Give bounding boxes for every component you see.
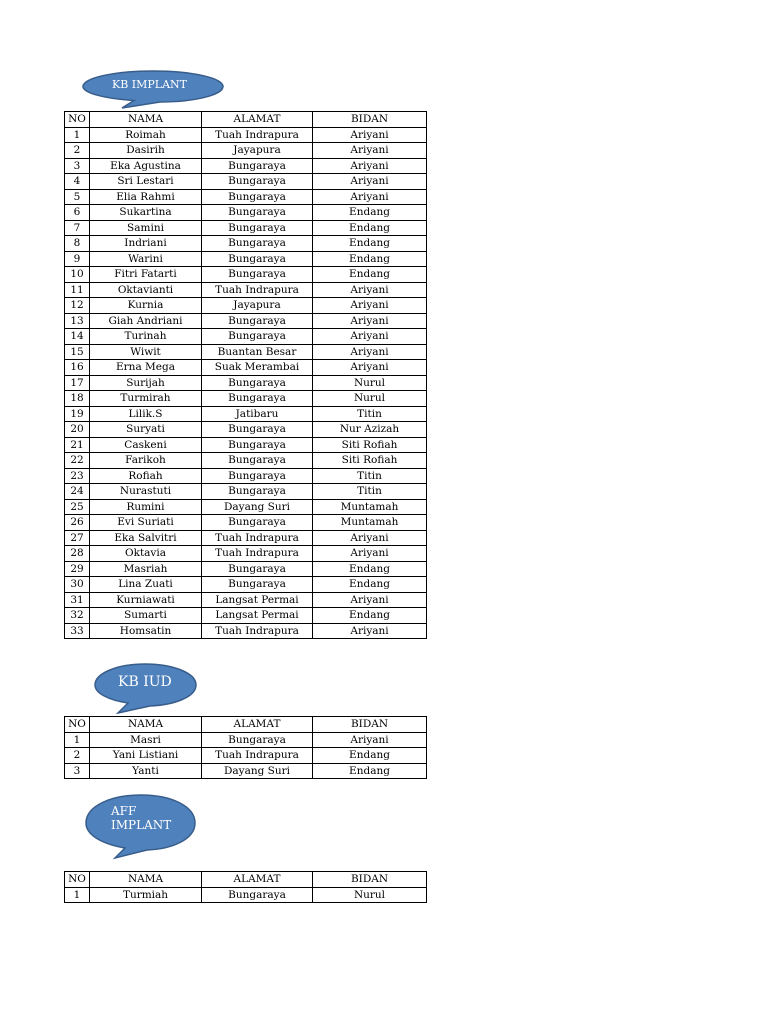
cell-alamat: Bungaraya <box>202 174 313 190</box>
cell-alamat: Bungaraya <box>202 453 313 469</box>
table-row <box>65 220 427 236</box>
cell-no: 19 <box>65 406 90 422</box>
table-row <box>65 267 427 283</box>
col-header-nama: NAMA <box>90 872 202 888</box>
cell-bidan: Ariyani <box>313 592 427 608</box>
cell-alamat: Bungaraya <box>202 468 313 484</box>
table-row <box>65 158 427 174</box>
cell-nama: Surijah <box>90 375 202 391</box>
cell-alamat: Jayapura <box>202 143 313 159</box>
kb-implant-label: KB IMPLANT <box>112 78 188 91</box>
cell-bidan: Ariyani <box>313 623 427 639</box>
cell-bidan: Ariyani <box>313 282 427 298</box>
cell-nama: Nurastuti <box>90 484 202 500</box>
cell-bidan: Ariyani <box>313 158 427 174</box>
cell-alamat: Bungaraya <box>202 236 313 252</box>
col-header-alamat: ALAMAT <box>202 717 313 733</box>
cell-nama: Wiwit <box>90 344 202 360</box>
col-header-nama: NAMA <box>90 717 202 733</box>
cell-bidan: Ariyani <box>313 546 427 562</box>
col-header-no: NO <box>65 717 90 733</box>
cell-bidan: Nurul <box>313 391 427 407</box>
cell-nama: Rofiah <box>90 468 202 484</box>
cell-alamat: Tuah Indrapura <box>202 530 313 546</box>
cell-nama: Giah Andriani <box>90 313 202 329</box>
cell-alamat: Bungaraya <box>202 205 313 221</box>
cell-no: 20 <box>65 422 90 438</box>
table-row <box>65 127 427 143</box>
table-row <box>65 189 427 205</box>
table-row <box>65 313 427 329</box>
cell-alamat: Dayang Suri <box>202 763 313 779</box>
cell-alamat: Tuah Indrapura <box>202 623 313 639</box>
table-row <box>65 515 427 531</box>
cell-bidan: Siti Rofiah <box>313 437 427 453</box>
cell-no: 1 <box>65 732 90 748</box>
cell-no: 4 <box>65 174 90 190</box>
cell-nama: Dasirih <box>90 143 202 159</box>
cell-nama: Roimah <box>90 127 202 143</box>
table-row <box>65 748 427 764</box>
cell-no: 32 <box>65 608 90 624</box>
cell-nama: Lilik.S <box>90 406 202 422</box>
cell-bidan: Endang <box>313 577 427 593</box>
table-row <box>65 360 427 376</box>
cell-no: 30 <box>65 577 90 593</box>
table-row <box>65 236 427 252</box>
aff-implant-label: AFF IMPLANT <box>111 804 172 832</box>
cell-no: 24 <box>65 484 90 500</box>
table-row <box>65 608 427 624</box>
cell-bidan: Endang <box>313 561 427 577</box>
table-row <box>65 468 427 484</box>
table-row <box>65 577 427 593</box>
cell-nama: Sukartina <box>90 205 202 221</box>
col-header-no: NO <box>65 112 90 128</box>
cell-nama: Yanti <box>90 763 202 779</box>
table-row <box>65 422 427 438</box>
cell-bidan: Ariyani <box>313 329 427 345</box>
cell-bidan: Endang <box>313 748 427 764</box>
cell-alamat: Tuah Indrapura <box>202 127 313 143</box>
table-row <box>65 437 427 453</box>
cell-nama: Eka Agustina <box>90 158 202 174</box>
cell-bidan: Ariyani <box>313 344 427 360</box>
col-header-alamat: ALAMAT <box>202 872 313 888</box>
cell-bidan: Endang <box>313 608 427 624</box>
table-row <box>65 592 427 608</box>
table-header-row <box>65 112 427 128</box>
kb-implant-callout <box>82 70 224 106</box>
cell-alamat: Bungaraya <box>202 220 313 236</box>
cell-alamat: Bungaraya <box>202 577 313 593</box>
cell-alamat: Bungaraya <box>202 189 313 205</box>
cell-nama: Yani Listiani <box>90 748 202 764</box>
cell-bidan: Ariyani <box>313 189 427 205</box>
cell-no: 12 <box>65 298 90 314</box>
cell-alamat: Jatibaru <box>202 406 313 422</box>
table-row <box>65 732 427 748</box>
kb-iud-callout <box>94 663 198 715</box>
cell-bidan: Ariyani <box>313 732 427 748</box>
cell-bidan: Muntamah <box>313 515 427 531</box>
cell-nama: Erna Mega <box>90 360 202 376</box>
cell-nama: Suryati <box>90 422 202 438</box>
cell-no: 31 <box>65 592 90 608</box>
cell-bidan: Siti Rofiah <box>313 453 427 469</box>
cell-no: 3 <box>65 763 90 779</box>
cell-nama: Caskeni <box>90 437 202 453</box>
cell-nama: Masriah <box>90 561 202 577</box>
cell-no: 7 <box>65 220 90 236</box>
cell-alamat: Bungaraya <box>202 375 313 391</box>
cell-nama: Oktavianti <box>90 282 202 298</box>
cell-nama: Sri Lestari <box>90 174 202 190</box>
cell-bidan: Ariyani <box>313 530 427 546</box>
cell-nama: Sumarti <box>90 608 202 624</box>
cell-nama: Masri <box>90 732 202 748</box>
table-header-row <box>65 872 427 888</box>
cell-no: 28 <box>65 546 90 562</box>
cell-bidan: Ariyani <box>313 174 427 190</box>
cell-no: 2 <box>65 143 90 159</box>
cell-no: 10 <box>65 267 90 283</box>
cell-nama: Turinah <box>90 329 202 345</box>
cell-nama: Indriani <box>90 236 202 252</box>
cell-alamat: Buantan Besar <box>202 344 313 360</box>
cell-nama: Lina Zuati <box>90 577 202 593</box>
cell-alamat: Bungaraya <box>202 515 313 531</box>
cell-alamat: Bungaraya <box>202 267 313 283</box>
cell-bidan: Titin <box>313 484 427 500</box>
cell-alamat: Jayapura <box>202 298 313 314</box>
kb-implant-table <box>64 111 427 639</box>
cell-no: 14 <box>65 329 90 345</box>
cell-alamat: Bungaraya <box>202 158 313 174</box>
cell-bidan: Nurul <box>313 887 427 903</box>
table-row <box>65 344 427 360</box>
table-row <box>65 623 427 639</box>
col-header-bidan: BIDAN <box>313 717 427 733</box>
cell-no: 29 <box>65 561 90 577</box>
cell-alamat: Langsat Permai <box>202 608 313 624</box>
cell-alamat: Bungaraya <box>202 251 313 267</box>
cell-no: 1 <box>65 127 90 143</box>
cell-no: 23 <box>65 468 90 484</box>
cell-alamat: Bungaraya <box>202 732 313 748</box>
cell-bidan: Endang <box>313 236 427 252</box>
table-row <box>65 329 427 345</box>
cell-alamat: Langsat Permai <box>202 592 313 608</box>
table-row <box>65 887 427 903</box>
col-header-alamat: ALAMAT <box>202 112 313 128</box>
col-header-bidan: BIDAN <box>313 872 427 888</box>
table-row <box>65 453 427 469</box>
cell-no: 21 <box>65 437 90 453</box>
cell-no: 11 <box>65 282 90 298</box>
cell-nama: Turmiah <box>90 887 202 903</box>
table-row <box>65 561 427 577</box>
cell-nama: Rumini <box>90 499 202 515</box>
cell-alamat: Bungaraya <box>202 313 313 329</box>
cell-bidan: Ariyani <box>313 298 427 314</box>
cell-alamat: Bungaraya <box>202 887 313 903</box>
cell-bidan: Ariyani <box>313 143 427 159</box>
cell-nama: Samini <box>90 220 202 236</box>
cell-no: 26 <box>65 515 90 531</box>
cell-bidan: Endang <box>313 251 427 267</box>
cell-nama: Warini <box>90 251 202 267</box>
cell-nama: Oktavia <box>90 546 202 562</box>
cell-bidan: Ariyani <box>313 127 427 143</box>
table-row <box>65 763 427 779</box>
cell-alamat: Bungaraya <box>202 437 313 453</box>
cell-bidan: Titin <box>313 468 427 484</box>
cell-bidan: Ariyani <box>313 313 427 329</box>
cell-bidan: Endang <box>313 205 427 221</box>
cell-bidan: Nur Azizah <box>313 422 427 438</box>
cell-no: 6 <box>65 205 90 221</box>
col-header-nama: NAMA <box>90 112 202 128</box>
table-row <box>65 174 427 190</box>
cell-alamat: Bungaraya <box>202 329 313 345</box>
table-row <box>65 546 427 562</box>
col-header-no: NO <box>65 872 90 888</box>
cell-alamat: Bungaraya <box>202 391 313 407</box>
col-header-bidan: BIDAN <box>313 112 427 128</box>
cell-no: 3 <box>65 158 90 174</box>
table-row <box>65 375 427 391</box>
table-row <box>65 484 427 500</box>
cell-no: 15 <box>65 344 90 360</box>
cell-alamat: Bungaraya <box>202 561 313 577</box>
cell-alamat: Tuah Indrapura <box>202 546 313 562</box>
cell-no: 25 <box>65 499 90 515</box>
cell-alamat: Dayang Suri <box>202 499 313 515</box>
cell-nama: Fitri Fatarti <box>90 267 202 283</box>
cell-no: 17 <box>65 375 90 391</box>
cell-bidan: Endang <box>313 267 427 283</box>
cell-no: 9 <box>65 251 90 267</box>
cell-alamat: Suak Merambai <box>202 360 313 376</box>
cell-nama: Evi Suriati <box>90 515 202 531</box>
table-header-row <box>65 717 427 733</box>
table-row <box>65 251 427 267</box>
cell-no: 16 <box>65 360 90 376</box>
aff-implant-callout <box>85 794 197 860</box>
cell-no: 5 <box>65 189 90 205</box>
cell-no: 1 <box>65 887 90 903</box>
cell-no: 18 <box>65 391 90 407</box>
cell-bidan: Nurul <box>313 375 427 391</box>
cell-no: 13 <box>65 313 90 329</box>
table-row <box>65 406 427 422</box>
cell-bidan: Ariyani <box>313 360 427 376</box>
table-row <box>65 205 427 221</box>
cell-no: 22 <box>65 453 90 469</box>
cell-nama: Turmirah <box>90 391 202 407</box>
cell-no: 8 <box>65 236 90 252</box>
cell-bidan: Endang <box>313 763 427 779</box>
table-row <box>65 282 427 298</box>
table-row <box>65 530 427 546</box>
cell-bidan: Endang <box>313 220 427 236</box>
kb-iud-label: KB IUD <box>118 674 172 690</box>
table-row <box>65 298 427 314</box>
cell-nama: Kurniawati <box>90 592 202 608</box>
cell-alamat: Bungaraya <box>202 484 313 500</box>
table-row <box>65 143 427 159</box>
cell-nama: Homsatin <box>90 623 202 639</box>
cell-nama: Elia Rahmi <box>90 189 202 205</box>
cell-bidan: Muntamah <box>313 499 427 515</box>
table-row <box>65 391 427 407</box>
cell-no: 27 <box>65 530 90 546</box>
table-row <box>65 499 427 515</box>
cell-no: 2 <box>65 748 90 764</box>
kb-iud-table <box>64 716 427 779</box>
aff-implant-table <box>64 871 427 903</box>
cell-nama: Kurnia <box>90 298 202 314</box>
cell-no: 33 <box>65 623 90 639</box>
cell-nama: Eka Salvitri <box>90 530 202 546</box>
cell-alamat: Tuah Indrapura <box>202 282 313 298</box>
cell-alamat: Tuah Indrapura <box>202 748 313 764</box>
cell-nama: Farikoh <box>90 453 202 469</box>
cell-bidan: Titin <box>313 406 427 422</box>
cell-alamat: Bungaraya <box>202 422 313 438</box>
